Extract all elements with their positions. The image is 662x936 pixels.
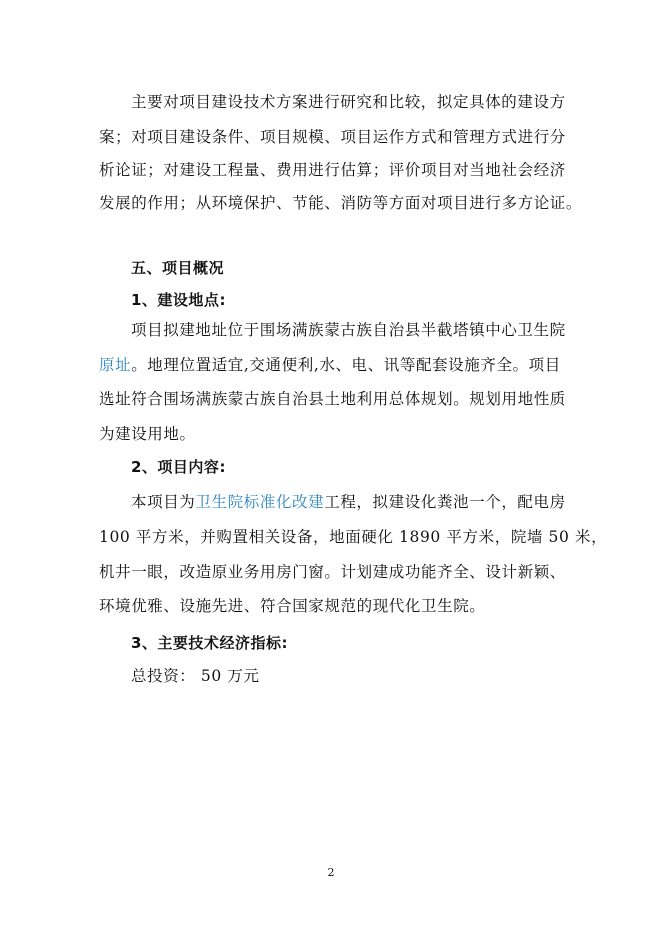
location-line-1: 项目拟建地址位于围场满族蒙古族自治县半截塔镇中心卫生院: [131, 321, 566, 339]
location-line-2-text: 。地理位置适宜,交通便利,水、电、讯等配套设施齐全。项目: [131, 356, 561, 374]
total-investment: 总投资： 50 万元: [131, 667, 260, 685]
location-line-4: 为建设用地。: [99, 425, 196, 443]
intro-line-1: 主要对项目建设技术方案进行研究和比较，拟定具体的建设方: [131, 93, 566, 111]
location-line-3: 选址符合围场满族蒙古族自治县土地利用总体规划。规划用地性质: [99, 390, 566, 408]
intro-line-4: 发展的作用；从环境保护、节能、消防等方面对项目进行多方论证。: [99, 194, 583, 212]
location-line-2: [99, 355, 561, 375]
content-line-4: 环境优雅、设施先进、符合国家规范的现代化卫生院。: [99, 597, 486, 615]
content-link[interactable]: 卫生院标准化改建: [195, 493, 325, 511]
indicators-heading: 3、主要技术经济指标:: [131, 634, 288, 652]
content-line-1-post: 工程，拟建设化粪池一个，配电房: [324, 493, 566, 511]
content-line-1-pre: 本项目为: [131, 493, 196, 511]
location-link[interactable]: 原址: [99, 356, 132, 374]
section-title: 五、项目概况: [131, 259, 225, 277]
content-line-2: 100 平方米，并购置相关设备，地面硬化 1890 平方米，院墙 50 米，: [99, 528, 608, 546]
location-heading: 1、建设地点:: [131, 291, 226, 309]
content-heading: 2、项目内容:: [131, 458, 226, 476]
intro-line-3: 析论证；对建设工程量、费用进行估算；评价项目对当地社会经济: [99, 161, 566, 179]
intro-line-2: 案；对项目建设条件、项目规模、项目运作方式和管理方式进行分: [99, 128, 566, 146]
content-line-1: [131, 492, 566, 512]
page-number: 2: [327, 866, 335, 879]
content-line-3: 机井一眼，改造原业务用房门窗。计划建成功能齐全、设计新颖、: [99, 563, 566, 581]
